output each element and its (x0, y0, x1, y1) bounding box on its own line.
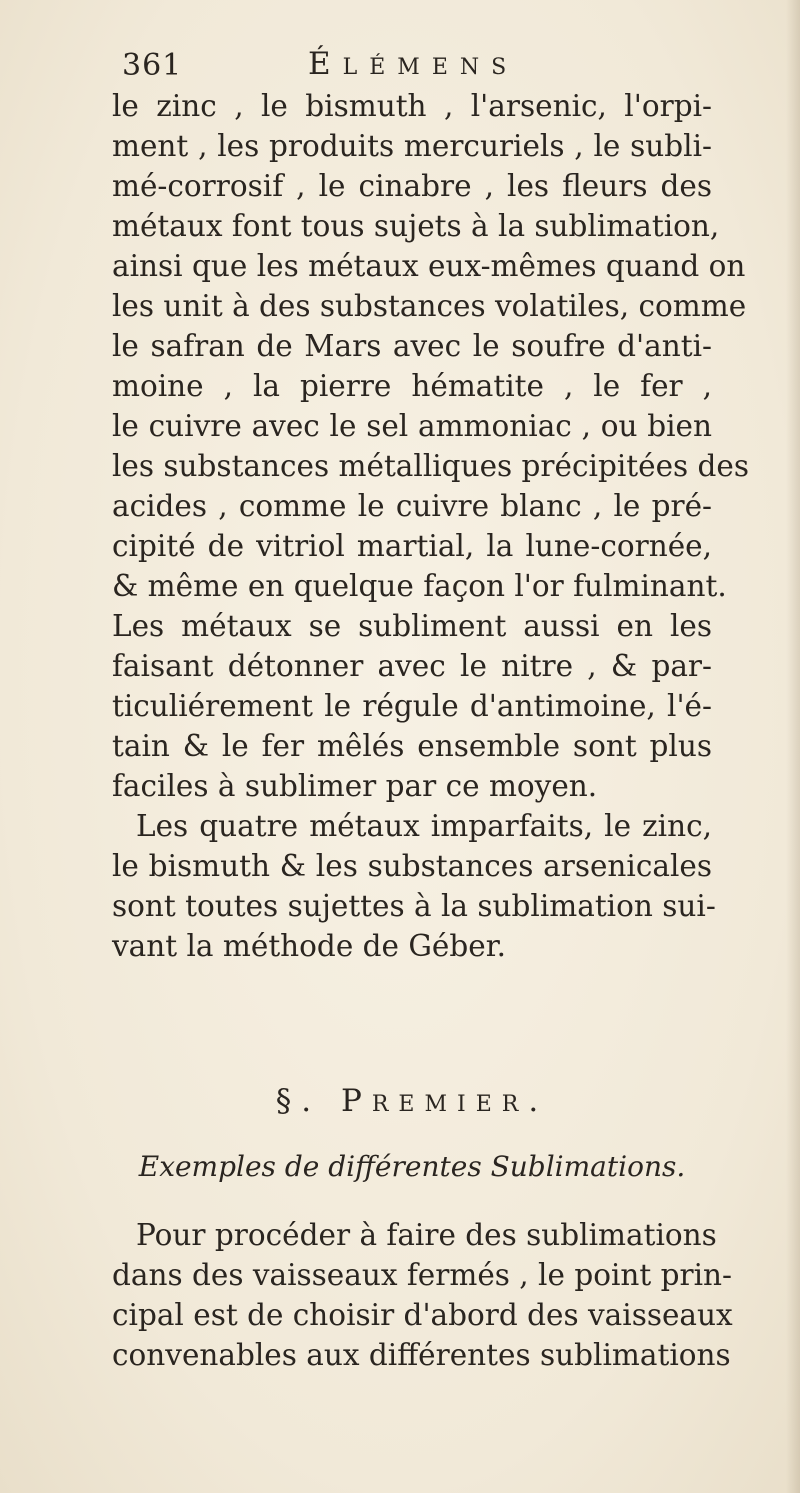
text-line: vant la méthode de Géber. (112, 929, 506, 963)
page-number: 361 (122, 48, 183, 83)
text-line: faciles à sublimer par ce moyen. (112, 769, 598, 803)
text-line: moine , la pierre hématite , le fer , (112, 369, 712, 403)
text-line: tain & le fer mêlés ensemble sont plus (112, 729, 712, 763)
text-line: sont toutes sujettes à la sublimation sui- (112, 889, 716, 923)
text-line: le cuivre avec le sel ammoniac , ou bien (112, 409, 712, 443)
text-line: Les métaux se subliment aussi en les (112, 609, 712, 643)
text-line: Pour procéder à faire des sublimations (136, 1218, 717, 1252)
running-title: Élémens (308, 46, 519, 82)
running-head (122, 44, 682, 88)
text-line: les substances métalliques précipitées des (112, 449, 750, 483)
text-line: le bismuth & les substances arsenicales (112, 849, 712, 883)
text-line: cipal est de choisir d'abord des vaisseaux (112, 1298, 733, 1332)
text-line: cipité de vitriol martial, la lune-cornée, (112, 529, 712, 563)
text-line: ment , les produits mercuriels , le subli- (112, 129, 712, 163)
text-line: mé-corrosif , le cinabre , les fleurs des (112, 169, 712, 203)
text-line: acides , comme le cuivre blanc , le pré- (112, 489, 712, 523)
section-subtitle: Exemples de différentes Sublimations. (138, 1150, 686, 1183)
text-line: le zinc , le bismuth , l'arsenic, l'orpi- (112, 89, 712, 123)
section-heading: §. Premier. (275, 1083, 549, 1119)
text-line: ainsi que les métaux eux-mêmes quand on (112, 249, 746, 283)
page-edge-shadow (786, 0, 800, 1493)
text-line: le safran de Mars avec le soufre d'anti- (112, 329, 712, 363)
main-text-block (112, 86, 750, 966)
text-line: ticuliérement le régule d'antimoine, l'é- (112, 689, 712, 723)
text-line: métaux font tous sujets à la sublimation, (112, 209, 720, 243)
text-line: convenables aux différentes sublimations (112, 1338, 731, 1372)
text-line: faisant détonner avec le nitre , & par- (112, 649, 712, 683)
section-text-block (112, 1215, 733, 1375)
text-line: dans des vaisseaux fermés , le point prin- (112, 1258, 733, 1292)
text-line: Les quatre métaux imparfaits, le zinc, (136, 809, 712, 843)
text-line: les unit à des substances volatiles, comme (112, 289, 747, 323)
text-line: & même en quelque façon l'or fulminant. (112, 569, 727, 603)
